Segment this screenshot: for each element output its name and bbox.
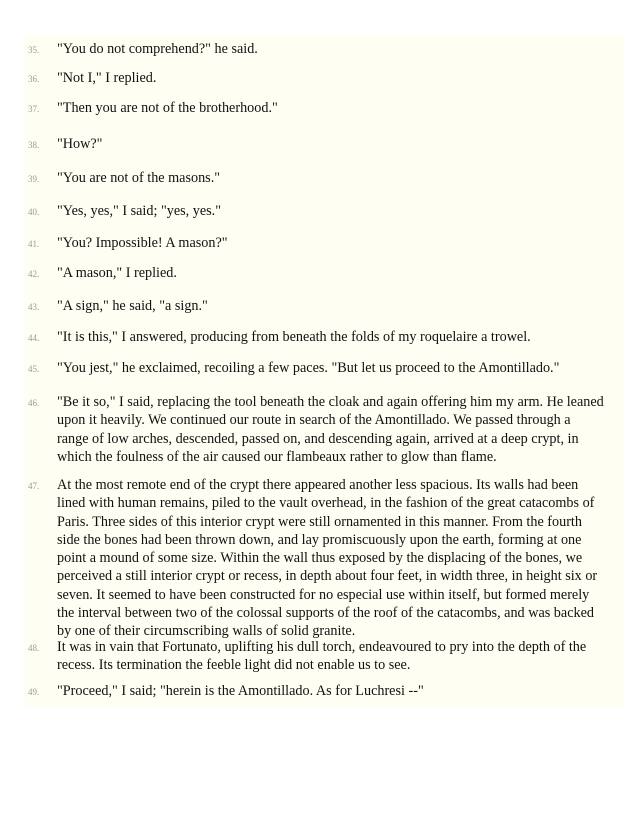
text-line: "Not I," I replied. (57, 70, 157, 86)
line-number: 41. (28, 239, 40, 249)
text-line: At the most remote end of the crypt there appeared another less spacious. Its walls had been (57, 477, 579, 493)
text-line: by one of their circumscribing walls of solid granite. (57, 623, 356, 640)
paragraph-text (57, 638, 614, 675)
text-line: side the bones had been thrown down, and lay promiscuously upon the earth, forming at one (57, 531, 582, 548)
text-line: the interval between two of the colossal supports of the roof of the catacombs, and was backed (57, 605, 594, 622)
text-line: lined with human remains, piled to the vault overhead, in the fashion of the great catacombs of (57, 495, 595, 512)
line-number: 48. (28, 643, 40, 653)
paragraph-text (57, 359, 614, 377)
text-line: recess. Its termination the feeble light did not enable us to see. (57, 657, 411, 674)
line-number: 46. (28, 398, 40, 408)
text-line: which the foulness of the air caused our flambeaux rather to glow than flame. (57, 448, 497, 465)
text-line: range of low arches, descended, passed on, and descending again, arrived at a deep crypt, in (57, 430, 579, 447)
paragraph-text (57, 297, 614, 315)
paragraph-text (57, 69, 614, 87)
paragraph-text (57, 234, 614, 252)
line-number: 42. (28, 269, 40, 279)
text-line: "You jest," he exclaimed, recoiling a few paces. "But let us proceed to the Amontillado." (57, 360, 560, 376)
text-line: It was in vain that Fortunato, uplifting his dull torch, endeavoured to pry into the depth of the (57, 639, 587, 655)
text-line: upon it heavily. We continued our route in search of the Amontillado. We passed through a (57, 412, 571, 429)
text-line: "A mason," I replied. (57, 265, 177, 281)
paragraph-text (57, 99, 614, 117)
line-number: 44. (28, 333, 40, 343)
text-line: perceived a still interior crypt or recess, in depth about four feet, in width three, in height six or (57, 568, 598, 585)
transcript-page (24, 35, 624, 707)
line-number: 43. (28, 302, 40, 312)
paragraph-text (57, 169, 614, 187)
line-number: 49. (28, 687, 40, 697)
line-number: 38. (28, 140, 40, 150)
text-line: "Then you are not of the brotherhood." (57, 100, 278, 116)
line-number: 35. (28, 45, 40, 55)
line-number: 45. (28, 364, 40, 374)
paragraph-text (57, 264, 614, 282)
text-line: "You are not of the masons." (57, 170, 221, 186)
paragraph-text (57, 328, 614, 346)
text-line: "You do not comprehend?" he said. (57, 41, 258, 57)
paragraph-text (57, 135, 614, 153)
line-number: 40. (28, 207, 40, 217)
text-line: "Proceed," I said; "herein is the Amontillado. As for Luchresi --" (57, 683, 424, 699)
line-number: 39. (28, 174, 40, 184)
paragraph-text (57, 40, 614, 58)
text-line: "It is this," I answered, producing from beneath the folds of my roquelaire a trowel. (57, 329, 531, 345)
text-line: Paris. Three sides of this interior crypt were still ornamented in this manner. From the fourth (57, 513, 582, 530)
line-number: 36. (28, 74, 40, 84)
text-line: point a mound of some size. Within the wall thus exposed by the displacing of the bones, we (57, 550, 583, 567)
paragraph-text (57, 393, 614, 466)
line-number: 37. (28, 104, 40, 114)
text-line: "Yes, yes," I said; "yes, yes." (57, 203, 221, 219)
text-line: "Be it so," I said, replacing the tool beneath the cloak and again offering him my arm. He leaned (57, 394, 604, 410)
text-line: "A sign," he said, "a sign." (57, 298, 208, 314)
paragraph-text (57, 682, 614, 700)
text-line: "You? Impossible! A mason?" (57, 235, 228, 251)
text-line: seven. It seemed to have been constructed for no especial use within itself, but formed merely (57, 586, 590, 603)
line-number: 47. (28, 481, 40, 491)
paragraph-text (57, 476, 614, 641)
text-line: "How?" (57, 136, 103, 152)
paragraph-text (57, 202, 614, 220)
